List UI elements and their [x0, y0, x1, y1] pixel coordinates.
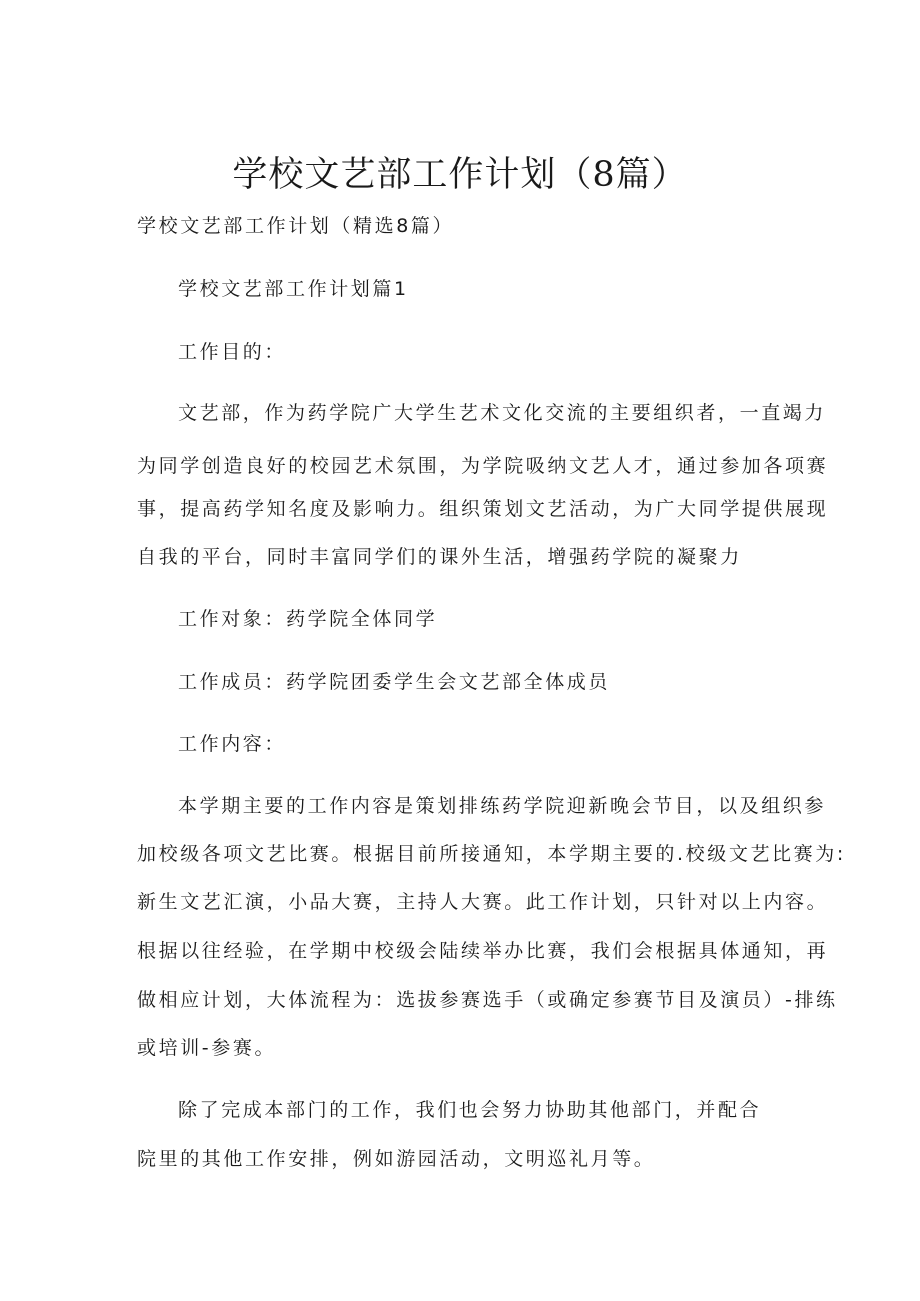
content-paragraph-line: 或培训-参赛。 — [137, 1037, 277, 1059]
content-paragraph-line: 新生文艺汇演，小品大赛，主持人大赛。此工作计划，只针对以上内容。 — [137, 891, 829, 913]
other-paragraph-line: 院里的其他工作安排，例如游园活动，文明巡礼月等。 — [137, 1148, 656, 1170]
purpose-paragraph-line: 文艺部，作为药学院广大学生艺术文化交流的主要组织者，一直竭力 — [178, 402, 827, 424]
other-paragraph-line: 除了完成本部门的工作，我们也会努力协助其他部门，并配合 — [178, 1099, 762, 1121]
document-subtitle: 学校文艺部工作计划（精选8篇） — [137, 215, 455, 237]
content-paragraph-line: 做相应计划，大体流程为：选拔参赛选手（或确定参赛节目及演员）-排练 — [137, 989, 838, 1011]
content-paragraph-line: 本学期主要的工作内容是策划排练药学院迎新晚会节目，以及组织参 — [178, 795, 827, 817]
section-heading: 学校文艺部工作计划篇1 — [178, 278, 409, 300]
purpose-paragraph-line: 事，提高药学知名度及影响力。组织策划文艺活动，为广大同学提供展现 — [137, 498, 829, 520]
document-title: 学校文艺部工作计划（8篇） — [232, 155, 688, 195]
purpose-label: 工作目的： — [178, 341, 287, 363]
work-members: 工作成员：药学院团委学生会文艺部全体成员 — [178, 671, 611, 693]
purpose-paragraph-line: 自我的平台，同时丰富同学们的课外生活，增强药学院的凝聚力 — [137, 546, 742, 568]
content-label: 工作内容： — [178, 733, 287, 755]
purpose-paragraph-line: 为同学创造良好的校园艺术氛围，为学院吸纳文艺人才，通过参加各项赛 — [137, 455, 829, 477]
content-paragraph-line: 根据以往经验，在学期中校级会陆续举办比赛，我们会根据具体通知，再 — [137, 940, 829, 962]
work-target: 工作对象：药学院全体同学 — [178, 608, 438, 630]
content-paragraph-line: 加校级各项文艺比赛。根据目前所接通知，本学期主要的.校级文艺比赛为: — [137, 843, 846, 865]
